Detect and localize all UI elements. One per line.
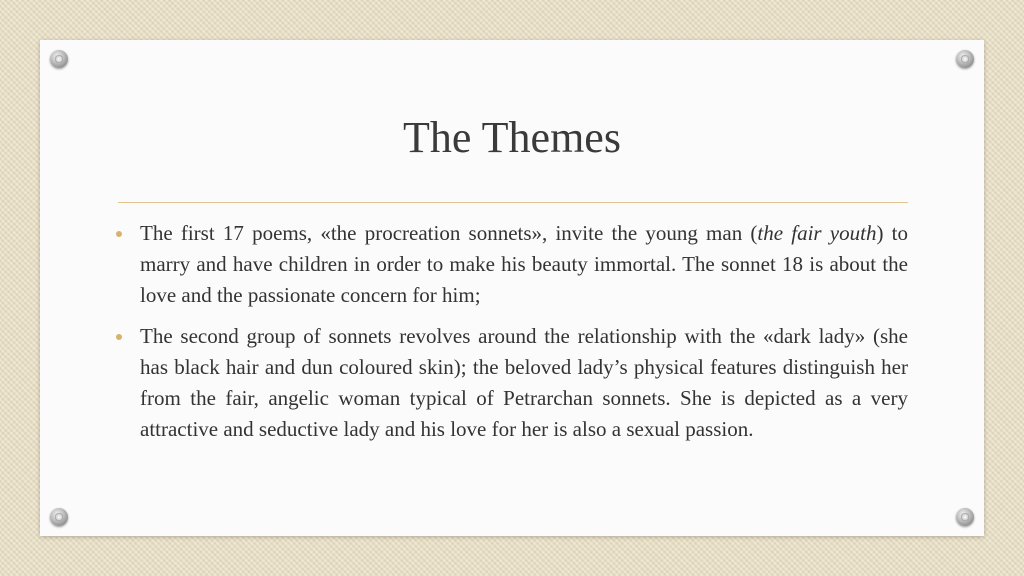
bullet-dot-icon [116, 231, 122, 237]
pushpin-icon [50, 50, 68, 68]
bullet-dot-icon [116, 334, 122, 340]
bullet-item [140, 321, 908, 445]
slide-title: The Themes [403, 113, 621, 162]
bullet-list [140, 218, 908, 455]
pushpin-icon [956, 508, 974, 526]
bullet-italic-text: the fair youth [757, 221, 877, 245]
bullet-text-part: The first 17 poems, «the procreation sonnets», invite the young man ( [140, 221, 758, 245]
pushpin-icon [956, 50, 974, 68]
slide [40, 40, 984, 536]
bullet-item [140, 218, 908, 311]
title-divider [118, 202, 908, 203]
bullet-text-part: ) to marry and have children in order to make his beauty immortal. The sonnet 18 is about the love and the passionate concern for him; [140, 221, 908, 307]
bullet-text: The second group of sonnets revolves around the relationship with the «dark lady» (she has black hair and dun coloured skin); the beloved lady’s physical features distinguish her from the fair, angelic woman typical of Petrarchan sonnets. She is depicted as a very attractive and seductive lady and his love for her is also a sexual passion. [140, 324, 908, 441]
pushpin-icon [50, 508, 68, 526]
